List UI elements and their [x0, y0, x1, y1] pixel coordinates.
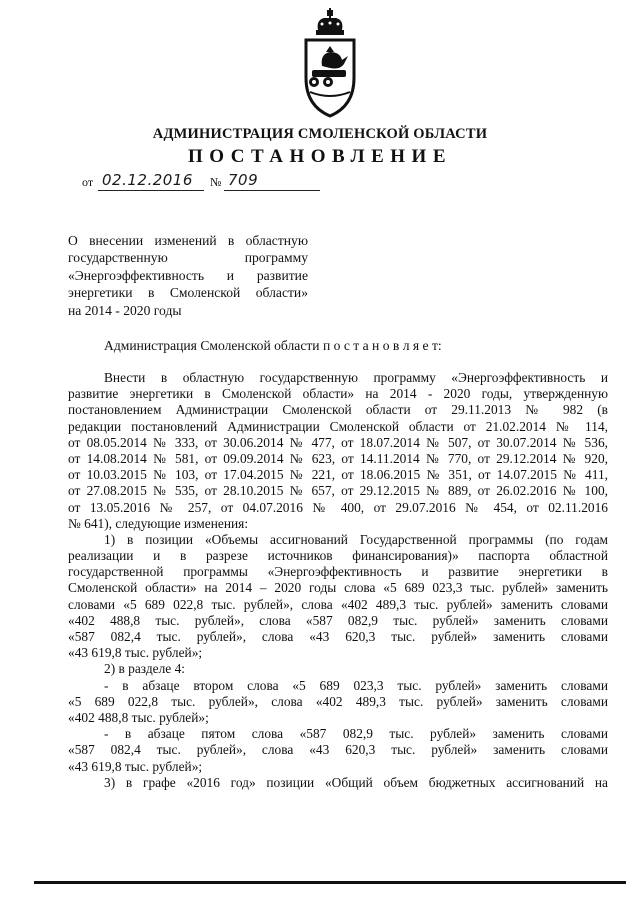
- body-line: от 08.05.2014 № 333, от 30.06.2014 № 477, от 18.07.2014 № 507, от 30.07.2014 № 536,: [68, 434, 608, 450]
- date-number-line: [82, 170, 322, 192]
- body-line: № 641), следующие изменения:: [68, 515, 249, 531]
- body-line: постановлением Администрации Смоленской области от 29.11.2013 № 982 (в: [68, 402, 608, 418]
- number-handwritten: 709: [228, 171, 259, 189]
- document-type-title: ПОСТАНОВЛЕНИЕ: [187, 146, 453, 167]
- body-line: «587 082,4 тыс. рублей», слова «43 620,3 тыс. рублей» заменить словами: [68, 629, 608, 644]
- date-handwritten: 02.12.2016: [102, 171, 193, 189]
- body-line: 1) в позиции «Объемы ассигнований Государственной программы (по годам: [104, 531, 608, 547]
- subject-line: государственную программу: [68, 250, 308, 266]
- body-line: государственной программы «Энергоэффективность и развитие энергетики в: [68, 564, 608, 580]
- body-line: 2) в разделе 4:: [104, 661, 186, 677]
- footer-rule: [34, 881, 626, 884]
- body-line: «43 619,8 тыс. рублей»;: [68, 645, 203, 661]
- date-underline: [98, 190, 204, 191]
- body-line: словами «5 689 022,8 тыс. рублей», слова «402 489,3 тыс. рублей» заменить словами: [68, 596, 608, 612]
- subject-line: О внесении изменений в областную: [68, 233, 308, 248]
- body-line: редакции постановлений Администрации Смоленской области от 21.02.2014 № 114,: [68, 418, 608, 434]
- subject-block: [68, 232, 308, 319]
- number-underline: [224, 190, 320, 191]
- subject-line: «Энергоэффективность и развитие: [68, 267, 308, 283]
- coat-of-arms-emblem: [296, 8, 364, 120]
- body-line: Смоленской области» на 2014 – 2020 годы слова «5 689 023,3 тыс. рублей» заменить: [68, 580, 608, 596]
- body-line: «43 619,8 тыс. рублей»;: [68, 758, 203, 774]
- body-line: от 27.08.2015 № 535, от 28.10.2015 № 657, от 29.12.2015 № 889, от 26.02.2016 № 100,: [68, 483, 608, 499]
- number-label: №: [210, 175, 222, 189]
- body-line: «402 488,8 тыс. рублей», слова «587 082,9 тыс. рублей» заменить словами: [68, 612, 608, 628]
- body-line: - в абзаце втором слова «5 689 023,3 тыс. рублей» заменить словами: [104, 677, 608, 693]
- body-line: реализации и в разрезе источников финансирования)» паспорта областной: [68, 548, 608, 564]
- body-line: - в абзаце пятом слова «587 082,9 тыс. рублей» заменить словами: [104, 726, 608, 742]
- body-text: [68, 370, 608, 791]
- body-line: «402 488,8 тыс. рублей»;: [68, 709, 209, 725]
- body-line: от 14.08.2014 № 581, от 09.09.2014 № 623, от 14.11.2014 № 770, от 29.12.2014 № 920,: [68, 450, 608, 466]
- body-line: от 13.05.2016 № 257, от 04.07.2016 № 400, от 29.07.2016 № 454, от 02.11.2016: [68, 499, 608, 515]
- organization-name: АДМИНИСТРАЦИЯ СМОЛЕНСКОЙ ОБЛАСТИ: [152, 126, 488, 142]
- date-label: от: [82, 175, 94, 189]
- body-line: «5 689 022,8 тыс. рублей», слова «402 489,3 тыс. рублей» заменить словами: [68, 693, 608, 709]
- subject-line: энергетики в Смоленской области»: [68, 285, 308, 301]
- body-line: Внести в областную государственную программу «Энергоэффективность и: [104, 370, 608, 385]
- body-line: 3) в графе «2016 год» позиции «Общий объем бюджетных ассигнований на: [104, 774, 608, 790]
- body-line: «587 082,4 тыс. рублей», слова «43 620,3 тыс. рублей» заменить словами: [68, 742, 608, 758]
- decree-statement: Администрация Смоленской области п о с т а н о в л я е т:: [104, 338, 442, 353]
- body-line: от 10.03.2015 № 103, от 17.04.2015 № 221, от 18.06.2015 № 351, от 14.07.2015 № 411,: [68, 467, 608, 483]
- body-line: развитие энергетики в Смоленской области» на 2014 - 2020 годы, утвержденную: [68, 386, 608, 402]
- subject-line: на 2014 - 2020 годы: [68, 302, 182, 318]
